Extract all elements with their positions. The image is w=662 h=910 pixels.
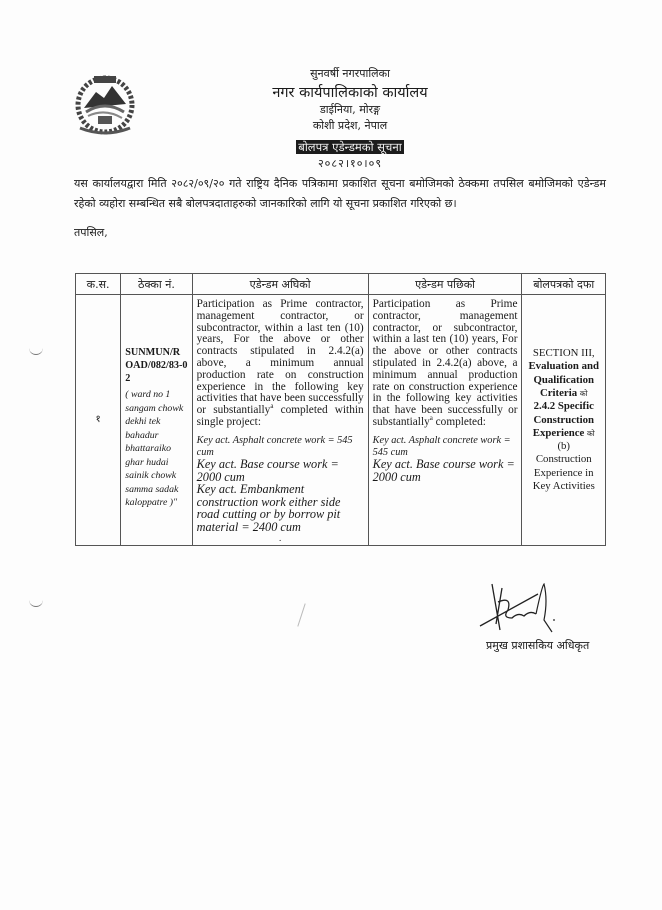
cell-before-addendum — [192, 295, 368, 546]
clause-specific — [526, 400, 601, 440]
clause-item: (b) — [557, 440, 571, 453]
after-footnote-mark: a — [429, 414, 433, 423]
addendum-table — [75, 273, 606, 546]
office-name: नगर कार्यपालिकाको कार्यालय — [272, 85, 428, 101]
before-requirement — [197, 299, 364, 429]
before-key-activity-2: Key act. Base course work = 2000 cum — [196, 457, 339, 484]
before-text: Participation as Prime contractor, management contractor, or subcontractor, within a last ten (10) years, For the above or other contracts stipulated in 2.4.2(a) above, a minimum annual production rate on construction experience in the following key activities that have been successfully or substantially — [196, 298, 364, 417]
before-dot: . — [279, 533, 282, 544]
signature-image — [478, 580, 568, 640]
before-key-activity-1: Key act. Asphalt concrete work = 545 cum — [196, 434, 353, 458]
header-after-addendum: एडेन्डम पछिको — [368, 274, 522, 295]
clause-section: SECTION III, — [532, 347, 595, 360]
notice-paragraph: यस कार्यालयद्वारा मिति २०८२/०९/२० गते राष्ट्रिय दैनिक पत्रिकामा प्रकाशित सूचना बमोजिमको ठेक्कमा तपसिल बमोजिमको एडेन्डम रहेको व्यहोरा सम्बन्धित सबै बोलपत्रदाताहरुको जानकारिको लागि यो सूचना प्रकाशित गरिएको छ। — [74, 177, 606, 210]
header-before-addendum: एडेन्डम अघिको — [192, 274, 368, 295]
notice-title: बोलपत्र एडेन्डमको सूचना — [298, 140, 402, 154]
notice-title-wrap — [200, 136, 500, 155]
header-bid-clause: बोलपत्रको दफा — [522, 274, 606, 295]
table-row — [76, 295, 606, 546]
clause-criteria — [526, 360, 601, 400]
notice-date: २०८२।१०।०९ — [317, 157, 383, 170]
clause-item-description: Construction Experience in Key Activities — [532, 453, 595, 493]
contract-id: SUNMUN/ROAD/082/83-02 — [125, 347, 188, 385]
after-text-end: completed: — [432, 415, 486, 428]
clause-specific-text: 2.4.2 Specific Construction Experience — [532, 400, 595, 439]
cell-serial: १ — [76, 295, 121, 546]
clause-ko-2: को — [587, 428, 595, 438]
after-key-activity-2: Key act. Base course work = 2000 cum — [372, 457, 515, 484]
cell-bid-clause — [522, 295, 606, 546]
government-emblem-logo — [70, 68, 140, 140]
cell-after-addendum — [368, 295, 522, 546]
contract-description: ( ward no 1 sangam chowk dekhi tek bahadur bhattaraiko ghar hudai sainik chowk samma sadak kaloppatre )" — [125, 389, 184, 509]
before-key-activity-3: Key act. Embankment construction work either side road cutting or by borrow pit material = 2400 cum — [196, 482, 341, 534]
address-line-1: डाईनिया, मोरङ्ग — [319, 103, 381, 116]
table-header-row — [76, 274, 606, 295]
municipality-name: सुनवर्षी नगरपालिका — [310, 67, 390, 80]
signatory-title: प्रमुख प्रशासकिय अधिकृत — [486, 639, 590, 652]
after-text: Participation as Prime contractor, management contractor, or subcontractor, within a last ten (10) years, For the above or other contracts stipulated in 2.4.2(a) above, a minimum annual production rate on construction experience in the following key activities that have been successfully or substantially — [372, 298, 518, 428]
address-line-2: कोशी प्रदेश, नेपाल — [312, 119, 388, 132]
after-key-activity-1: Key act. Asphalt concrete work = 545 cum — [372, 434, 511, 458]
punch-hole-mark — [29, 596, 43, 607]
header-contract-no: ठेक्का नं. — [121, 274, 192, 295]
clause-ko-1: को — [579, 388, 588, 398]
before-footnote-mark: a — [270, 402, 274, 411]
before-text-end: completed within single project: — [196, 404, 364, 428]
stray-pen-mark — [297, 603, 305, 626]
cell-contract — [121, 295, 192, 546]
punch-hole-mark — [29, 344, 43, 355]
clause-criteria-text: Evaluation and Qualification Criteria — [528, 360, 599, 399]
header-serial: क.स. — [76, 274, 121, 295]
after-requirement — [373, 299, 518, 429]
tapasil-label: तपसिल, — [74, 226, 108, 239]
